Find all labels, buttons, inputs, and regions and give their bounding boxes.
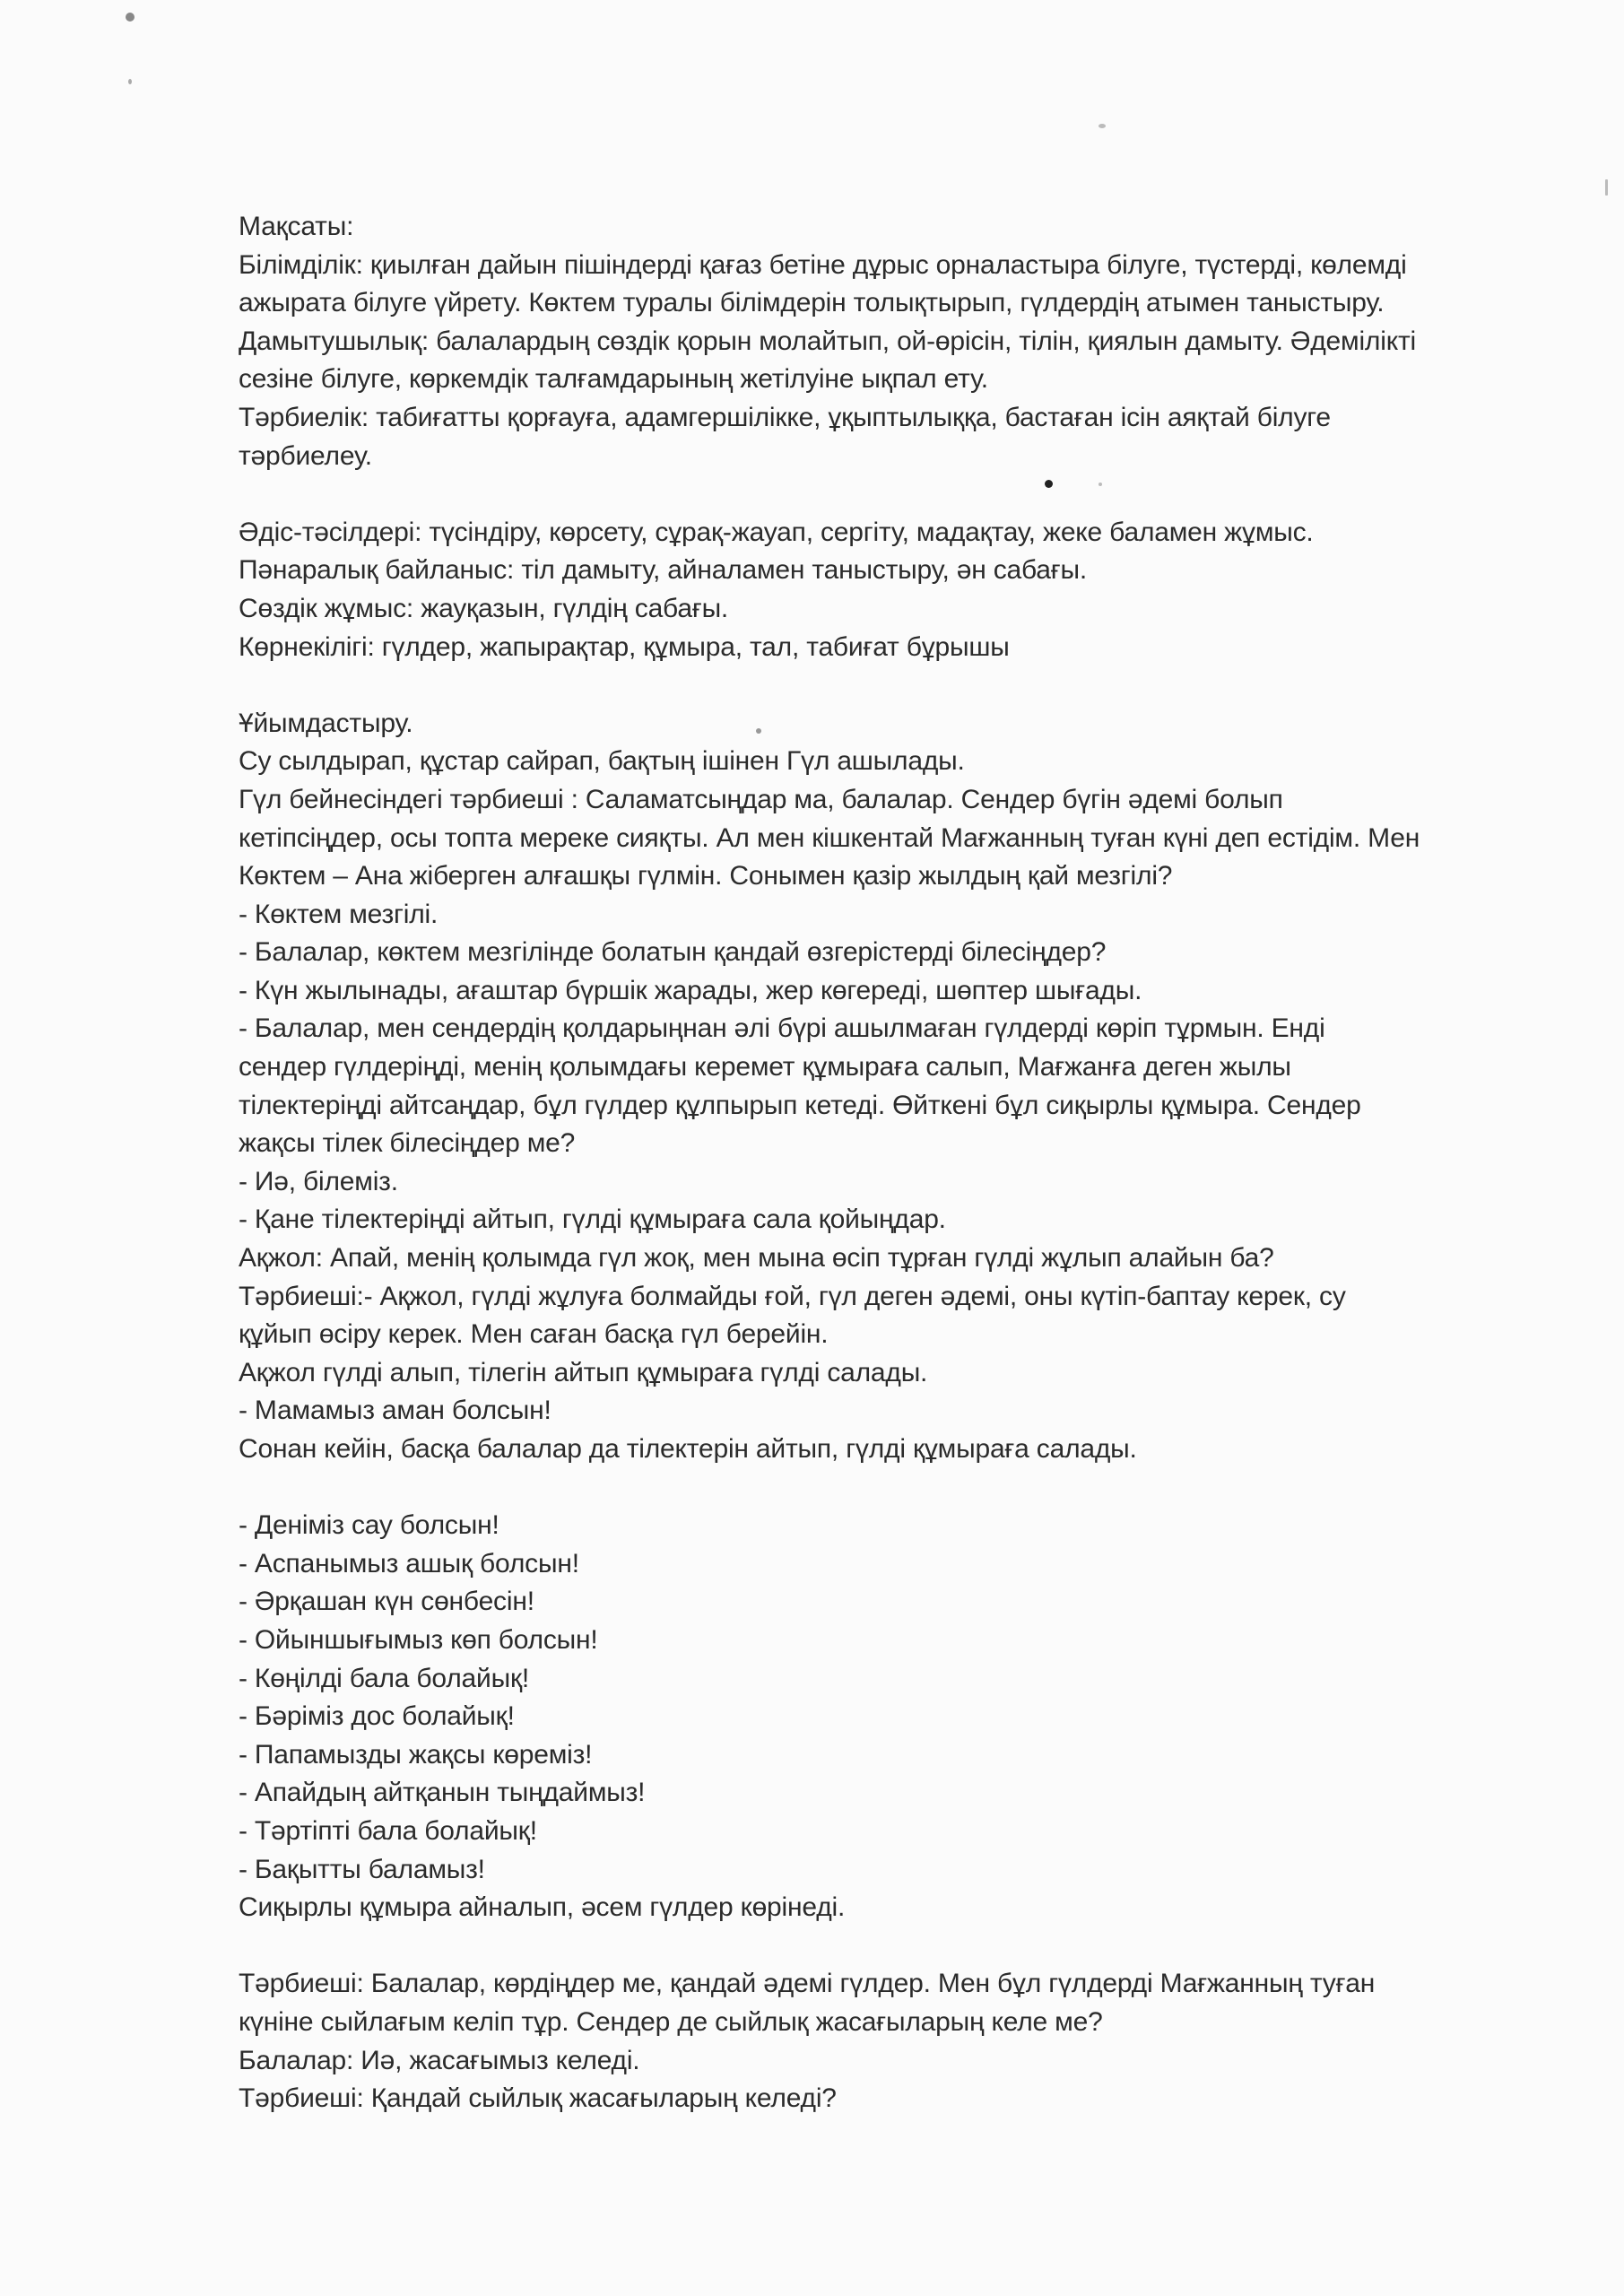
paragraph-gap (239, 666, 1512, 705)
text-line: - Иә, білеміз. (239, 1166, 398, 1196)
text-line: - Балалар, мен сендердің қолдарыңнан әлі бүрі ашылмаған гүлдерді көріп тұрмын. Енді (239, 1013, 1325, 1044)
wish-line: - Апайдың айтқанын тыңдаймыз! (239, 1778, 646, 1808)
text-line: кетіпсіңдер, осы топта мереке сияқты. Ал мен кішкентай Мағжанның туған күні деп естідім. Мен (239, 822, 1420, 853)
paragraph-gap (239, 1927, 1512, 1966)
wish-line: - Бақытты баламыз! (239, 1854, 485, 1884)
text-line: Көктем – Ана жіберген алғашқы гүлмін. Сонымен қазір жылдың қай мезгілі? (239, 861, 1173, 891)
paragraph-gap (239, 475, 1512, 514)
wishes-section (239, 1507, 1512, 1927)
scan-speck (126, 13, 135, 22)
organization-section (239, 705, 1512, 1469)
text-line: Ақжол гүлді алып, тілегін айтып құмыраға гүлді салады. (239, 1357, 928, 1387)
text-line: Әдіс-тәсілдері: түсіндіру, көрсету, сұрақ-жауап, сергіту, мадақтау, жеке баламен жұмыс. (239, 517, 1314, 547)
text-line: Тәрбиелік: табиғатты қорғауға, адамгершілікке, ұқыптылыққа, бастаған ісін аяқтай білуге (239, 402, 1331, 432)
closing-section (239, 1965, 1512, 2118)
text-line: - Қане тілектеріңді айтып, гүлді құмыраға сала қойыңдар. (239, 1205, 946, 1235)
wish-line: - Деніміз сау болсын! (239, 1510, 499, 1541)
text-line: Сөздік жұмыс: жауқазын, гүлдің сабағы. (239, 593, 729, 623)
goals-section (239, 208, 1512, 475)
text-line: - Мамамыз аман болсын! (239, 1396, 551, 1426)
text-line: Пәнаралық байланыс: тіл дамыту, айналамен таныстыру, ән сабағы. (239, 555, 1088, 586)
text-line: Тәрбиеші: Балалар, көрдіңдер ме, қандай әдемі гүлдер. Мен бұл гүлдерді Мағжанның туған (239, 1969, 1376, 1999)
scan-speck (1099, 124, 1106, 128)
text-line: Көрнекілігі: гүлдер, жапырақтар, құмыра, тал, табиғат бұрышы (239, 631, 1010, 662)
text-line: күніне сыйлағым келіп тұр. Сендер де сыйлық жасағыларың келе ме? (239, 2006, 1103, 2037)
scan-speck (128, 79, 132, 84)
text-line: Балалар: Иә, жасағымыз келеді. (239, 2045, 640, 2075)
wish-line: - Көңілді бала болайық! (239, 1663, 530, 1693)
text-line: - Балалар, көктем мезгілінде болатын қандай өзгерістерді білесіңдер? (239, 937, 1107, 968)
organization-heading: Ұйымдастыру. (239, 708, 413, 738)
wish-line: - Әрқашан күн сөнбесін! (239, 1587, 534, 1617)
text-line: Дамытушылық: балалардың сөздік қорын молайтып, ой-өрісін, тілін, қиялын дамыту. Әдемілікті (239, 326, 1416, 356)
text-line: Білімділік: қиылған дайын пішіндерді қағаз бетіне дұрыс орналастыра білуге, түстерді, көлемді (239, 249, 1407, 280)
scan-speck (1605, 179, 1608, 196)
text-line: Су сылдырап, құстар сайрап, бақтың ішінен Гүл ашылады. (239, 746, 965, 777)
text-line: Тәрбиеші:- Ақжол, гүлді жұлуға болмайды ғой, гүл деген әдемі, оны күтіп-баптау керек, су (239, 1281, 1346, 1311)
paragraph-gap (239, 1469, 1512, 1508)
text-line: тәрбиелеу. (239, 440, 372, 471)
wish-line: - Аспанымыз ашық болсын! (239, 1548, 579, 1578)
wish-line: - Бәріміз дос болайық! (239, 1701, 515, 1732)
goals-heading: Мақсаты: (239, 212, 354, 241)
wish-line: - Тәртіпті бала болайық! (239, 1815, 537, 1846)
text-line: - Күн жылынады, ағаштар бүршік жарады, жер көгереді, шөптер шығады. (239, 975, 1142, 1005)
text-line: Тәрбиеші: Қандай сыйлық жасағыларың келеді? (239, 2083, 837, 2114)
text-line: Ақжол: Апай, менің қолымда гүл жоқ, мен мына өсіп тұрған гүлді жұлып алайын ба? (239, 1243, 1274, 1274)
text-line: ажырата білуге үйрету. Көктем туралы білімдерін толықтырып, гүлдердің атымен таныстыру. (239, 288, 1385, 318)
text-line: Гүл бейнесіндегі тәрбиеші : Саламатсыңдар ма, балалар. Сендер бүгін әдемі болып (239, 784, 1283, 814)
text-line: тілектеріңді айтсаңдар, бұл гүлдер құлпырып кетеді. Өйткені бұл сиқырлы құмыра. Сендер (239, 1090, 1361, 1120)
text-line: - Көктем мезгілі. (239, 899, 439, 929)
text-line: Сиқырлы құмыра айналып, әсем гүлдер көрінеді. (239, 1892, 846, 1923)
text-line: сендер гүлдеріңді, менің қолымдағы керемет құмыраға салып, Мағжанға деген жылы (239, 1052, 1291, 1083)
text-line: Сонан кейін, басқа балалар да тілектерін айтып, гүлді құмыраға салады. (239, 1434, 1137, 1464)
text-line: құйып өсіру керек. Мен саған басқа гүл берейін. (239, 1319, 829, 1350)
document-body (239, 208, 1512, 2118)
wish-line: - Папамызды жақсы көреміз! (239, 1739, 593, 1770)
wish-line: - Ойыншығымыз көп болсын! (239, 1624, 598, 1655)
text-line: жақсы тілек білесіңдер ме? (239, 1128, 576, 1159)
methods-section (239, 514, 1512, 666)
text-line: сезіне білуге, көркемдік талғамдарының жетілуіне ықпал ету. (239, 364, 988, 395)
